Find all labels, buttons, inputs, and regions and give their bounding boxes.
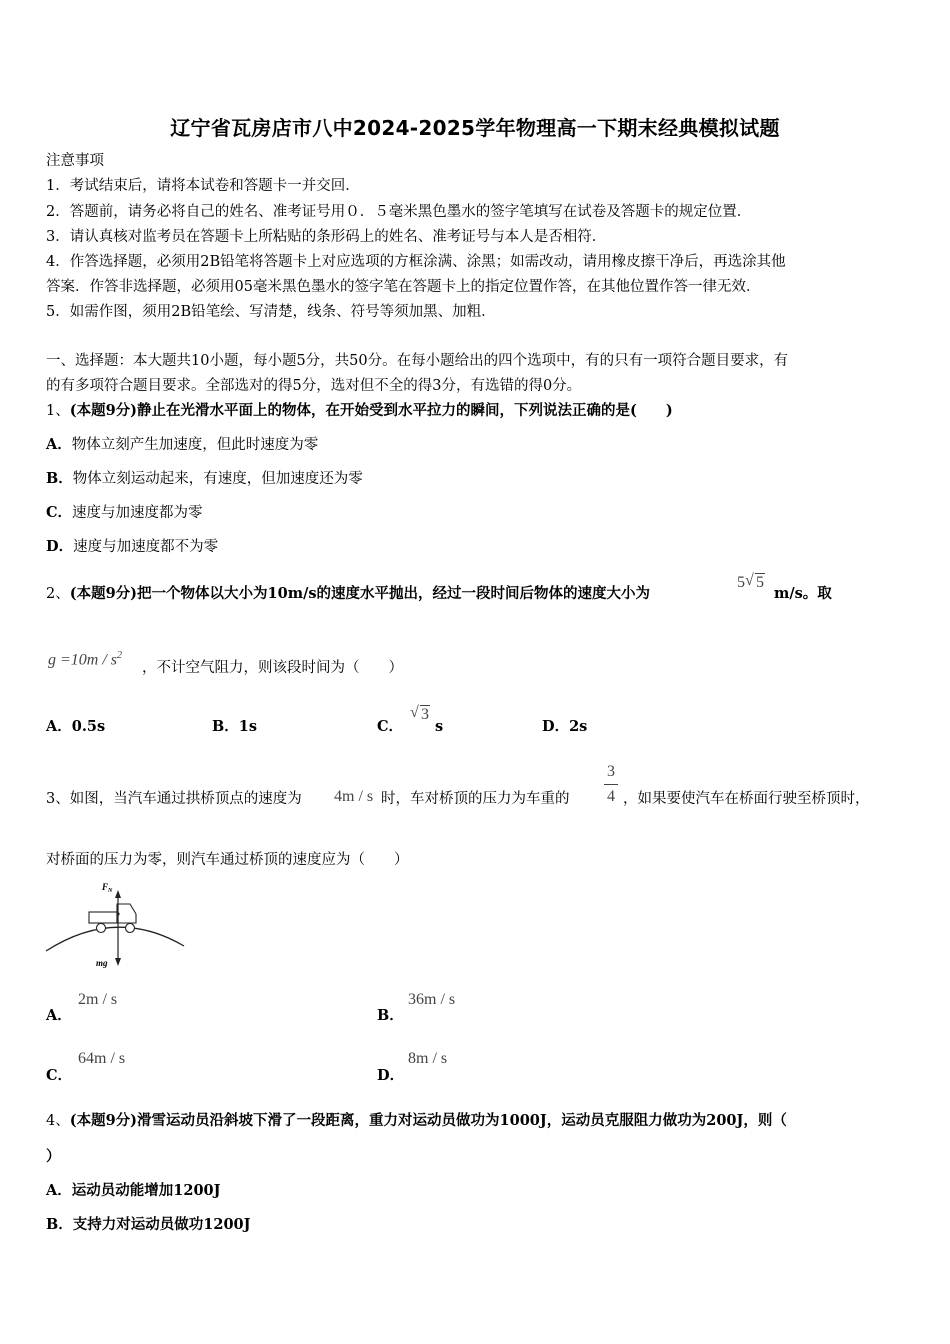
- q4-option-b[interactable]: [46, 1215, 250, 1235]
- notice-item: 答案．作答非选择题，必须用05毫米黑色墨水的签字笔在答题卡上的指定位置作答，在其他位置作答一律无效．: [46, 279, 761, 295]
- option-label: D．: [542, 718, 570, 735]
- gravity-formula: [48, 650, 122, 669]
- option-text: 2s: [569, 718, 588, 735]
- option-value: 8m / s: [408, 1050, 448, 1067]
- formula-coefficient: 5: [737, 574, 745, 591]
- q1-option-d[interactable]: [46, 537, 218, 557]
- fraction-denominator: 4: [607, 788, 615, 805]
- radicand: 3: [421, 706, 429, 723]
- q3-option-a[interactable]: A．: [46, 1007, 72, 1024]
- option-label: B．: [46, 470, 73, 487]
- q3-option-d[interactable]: D．: [377, 1067, 405, 1084]
- question-stem-tail: ）: [46, 1148, 61, 1165]
- q2-option-c[interactable]: [377, 717, 403, 737]
- section-intro: 的有多项符合题目要求。全部选对的得5分，选对但不全的得3分，有选错的得0分。: [46, 378, 582, 394]
- question-2: [46, 584, 650, 604]
- option-text: 物体立刻运动起来，有速度，但加速度还为零: [72, 471, 363, 487]
- truck-bed: [89, 912, 117, 923]
- question-stem: (本题9分)静止在光滑水平面上的物体，在开始受到水平拉力的瞬间，下列说法正确的是( ): [69, 402, 673, 419]
- wheel-icon: [97, 924, 106, 933]
- bridge-arch: [46, 927, 184, 951]
- gravity-label: mg: [96, 958, 108, 968]
- option-label: B．: [212, 718, 239, 735]
- normal-force-label: $F_N$: [102, 882, 113, 894]
- option-label: D．: [46, 538, 74, 555]
- option-value: 64m / s: [78, 1050, 126, 1067]
- question-number: 2、: [46, 586, 70, 602]
- sqrt-expression: √ 3: [410, 704, 429, 723]
- notice-item: 4．作答选择题，必须用2B铅笔将答题卡上对应选项的方框涂满、涂黑；如需改动，请用橡皮擦干净后，再选涂其他: [46, 254, 786, 270]
- q3-option-c[interactable]: C．: [46, 1067, 73, 1084]
- option-text: 0.5s: [71, 718, 106, 735]
- option-value: 2m / s: [78, 991, 118, 1008]
- option-text: 速度与加速度都不为零: [73, 539, 219, 555]
- arrow-up-icon: [115, 890, 121, 898]
- notice-item: 3．请认真核对监考员在答题卡上所粘贴的条形码上的姓名、准考证号与本人是否相符．: [46, 229, 607, 245]
- formula-exponent: 2: [117, 650, 123, 661]
- question-stem: ，如果要使汽车在桥面行驶至桥顶时，: [623, 791, 870, 807]
- question-1: [46, 401, 673, 421]
- question-number: 3、: [46, 791, 70, 807]
- fraction: [604, 762, 618, 807]
- question-stem: (本题9分)滑雪运动员沿斜坡下滑了一段距离，重力对运动员做功为1000J，运动员克服阻力做功为200J，则（: [69, 1112, 787, 1129]
- question-stem-tail: ，不计空气阻力，则该段时间为（ ）: [142, 660, 403, 676]
- question-stem: 对桥面的压力为零，则汽车通过桥顶的速度应为（ ）: [46, 852, 409, 868]
- wheel-icon: [126, 924, 135, 933]
- fraction-numerator: 3: [607, 763, 615, 780]
- notice-item: 1．考试结束后，请将本试卷和答题卡一并交回．: [46, 178, 360, 194]
- notice-heading: 注意事项: [46, 153, 104, 169]
- option-text: 物体立刻产生加速度，但此时速度为零: [71, 437, 319, 453]
- speed-formula: [737, 574, 765, 592]
- option-label: C．: [377, 718, 404, 735]
- q4-option-a[interactable]: [46, 1181, 220, 1201]
- question-stem: 如图，当汽车通过拱桥顶点的速度为: [69, 791, 302, 807]
- radicand: 5: [756, 574, 764, 591]
- option-text: 支持力对运动员做功1200J: [72, 1216, 251, 1233]
- question-4: [46, 1111, 787, 1131]
- option-label: C．: [46, 504, 73, 521]
- section-intro: 一、选择题：本大题共10小题，每小题5分，共50分。在每小题给出的四个选项中，有的只有一项符合题目要求，有: [46, 353, 789, 369]
- q1-option-a[interactable]: [46, 435, 318, 455]
- bridge-figure: [44, 876, 189, 971]
- question-stem-tail: m/s。取: [774, 585, 832, 602]
- option-value: 36m / s: [408, 991, 456, 1008]
- truck-cab: [117, 904, 136, 923]
- q2-option-a[interactable]: [46, 717, 105, 737]
- speed-value: 4m / s: [334, 788, 374, 805]
- option-label: A．: [46, 436, 72, 453]
- option-label: A．: [46, 718, 72, 735]
- question-stem: 时，车对桥顶的压力为车重的: [381, 791, 570, 807]
- q3-option-b[interactable]: B．: [377, 1007, 404, 1024]
- q2-option-b[interactable]: [212, 717, 257, 737]
- option-text: s: [435, 718, 444, 735]
- notice-item: 5．如需作图，须用2B铅笔绘、写清楚，线条、符号等须加黑、加粗．: [46, 304, 496, 320]
- option-text: 1s: [238, 718, 258, 735]
- q1-option-b[interactable]: [46, 469, 363, 489]
- formula-text: g =10m / s: [48, 651, 118, 669]
- question-number: 4、: [46, 1113, 70, 1129]
- option-text: 速度与加速度都为零: [72, 505, 203, 521]
- arrow-down-icon: [115, 958, 121, 966]
- q1-option-c[interactable]: [46, 503, 203, 523]
- question-stem: (本题9分)把一个物体以大小为10m/s的速度水平抛出，经过一段时间后物体的速度大小为: [69, 585, 651, 602]
- option-label: B．: [46, 1216, 73, 1233]
- question-number: 1、: [46, 403, 70, 419]
- page-title: 辽宁省瓦房店市八中2024-2025学年物理高一下期末经典模拟试题: [170, 116, 780, 140]
- sqrt-expression: √ 5: [745, 572, 764, 591]
- notice-item: 2．答题前，请务必将自己的姓名、准考证号用０．５毫米黑色墨水的签字笔填写在试卷及答题卡的规定位置．: [46, 204, 752, 220]
- option-text: 运动员动能增加1200J: [71, 1182, 221, 1199]
- option-label: A．: [46, 1182, 72, 1199]
- q2-option-d[interactable]: [542, 717, 587, 737]
- question-3: [46, 789, 302, 809]
